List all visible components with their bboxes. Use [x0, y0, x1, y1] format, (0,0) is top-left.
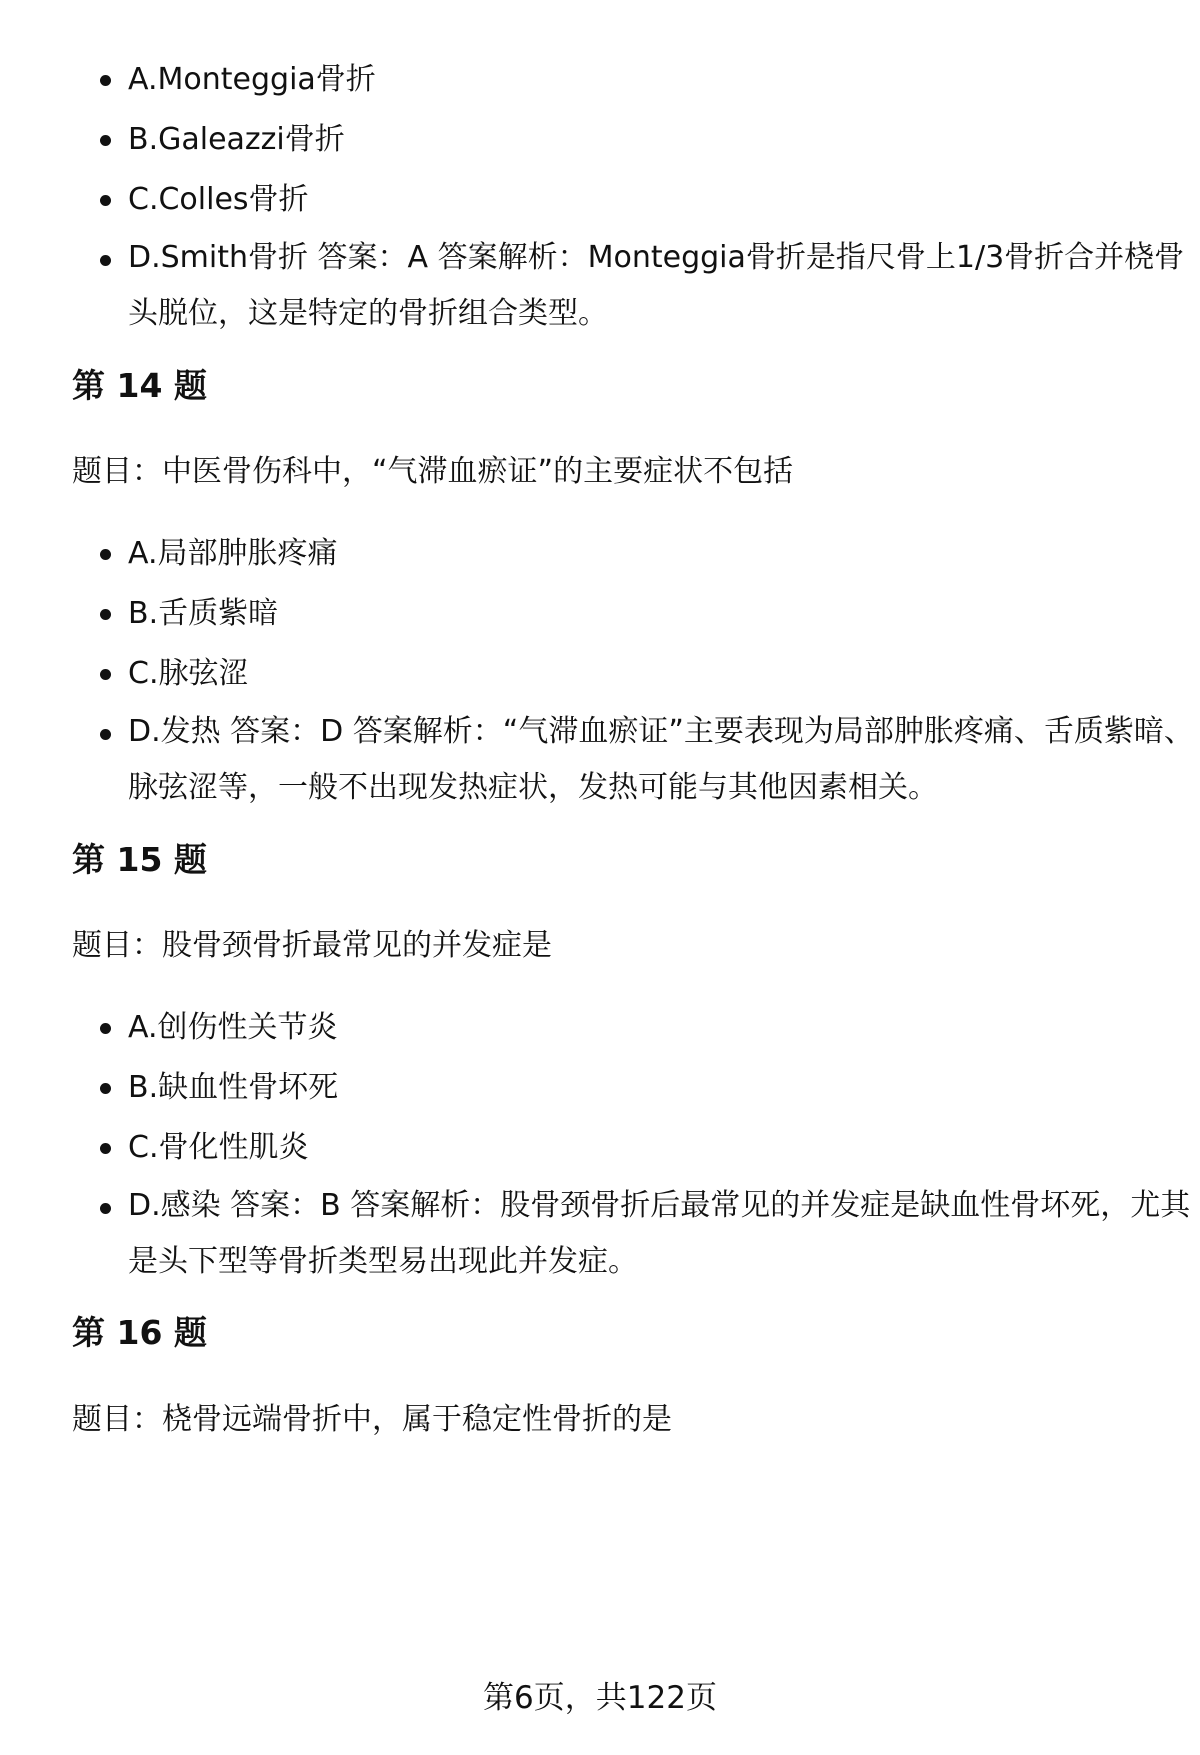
option-a: A.Monteggia骨折: [128, 50, 1200, 110]
option-c: C.骨化性肌炎: [128, 1118, 1200, 1178]
option-b: B.舌质紫暗: [128, 584, 1200, 644]
option-b: B.Galeazzi骨折: [128, 110, 1200, 170]
option-a: A.局部肿胀疼痛: [128, 524, 1200, 584]
option-list-prev: [72, 50, 1200, 342]
question-15-options: [72, 998, 1200, 1290]
option-c: C.Colles骨折: [128, 170, 1200, 230]
question-14-title: 第 14 题: [72, 366, 207, 405]
question-14-options: [72, 524, 1200, 816]
option-a: A.创伤性关节炎: [128, 998, 1200, 1058]
question-16-title: 第 16 题: [72, 1313, 207, 1352]
page-number-footer: 第6页，共122页: [483, 1680, 717, 1716]
question-16-stem: 题目：桡骨远端骨折中，属于稳定性骨折的是: [72, 1402, 672, 1437]
option-d-answer: D.感染 答案：B 答案解析：股骨颈骨折后最常见的并发症是缺血性骨坏死，尤其是头下型等骨折类型易出现此并发症。: [128, 1178, 1200, 1290]
option-d-answer: D.发热 答案：D 答案解析：“气滞血瘀证”主要表现为局部肿胀疼痛、舌质紫暗、脉弦涩等，一般不出现发热症状，发热可能与其他因素相关。: [128, 704, 1200, 816]
question-14-stem: 题目：中医骨伤科中，“气滞血瘀证”的主要症状不包括: [72, 454, 794, 489]
option-d-answer: D.Smith骨折 答案：A 答案解析：Monteggia骨折是指尺骨上1/3骨折合并桡骨头脱位，这是特定的骨折组合类型。: [128, 230, 1200, 342]
option-b: B.缺血性骨坏死: [128, 1058, 1200, 1118]
question-15-title: 第 15 题: [72, 840, 207, 879]
option-c: C.脉弦涩: [128, 644, 1200, 704]
question-15-stem: 题目：股骨颈骨折最常见的并发症是: [72, 928, 552, 963]
